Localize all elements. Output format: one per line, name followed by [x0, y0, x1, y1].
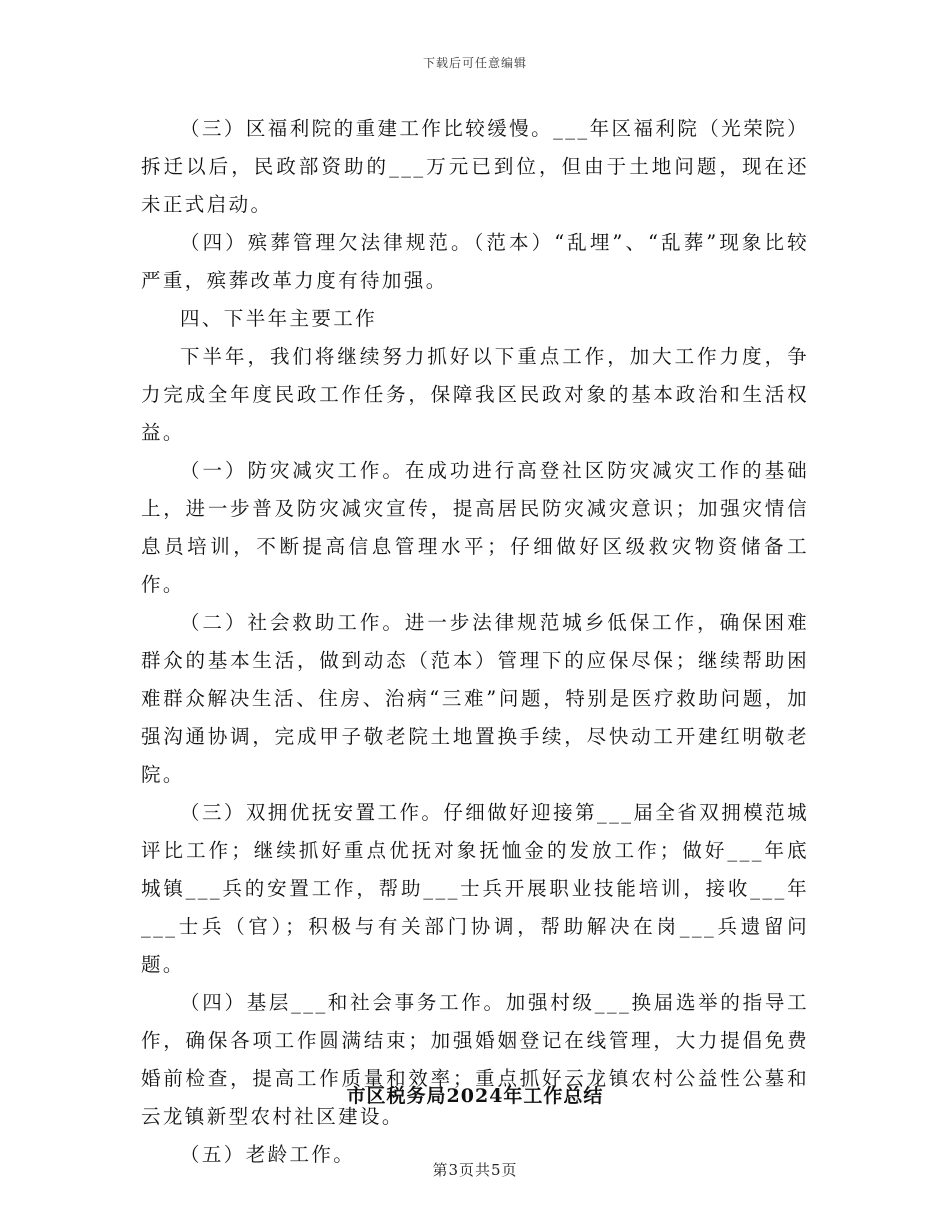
document-title: 市区税务局2024年工作总结 [346, 1085, 604, 1107]
paragraph-funeral-management: （四）殡葬管理欠法律规范。（范本）“乱埋”、“乱葬”现象比较严重，殡葬改革力度有待加强。 [141, 231, 809, 292]
paragraph-social-assistance: （二）社会救助工作。进一步法律规范城乡低保工作，确保困难群众的基本生活，做到动态（范本）管理下的应保尽保；继续帮助困难群众解决生活、住房、治病“三难”问题，特别是医疗救助问题，加强沟通协调，完成甲子敬老院土地置换手续，尽快动工开建红明敬老院。 [141, 611, 809, 786]
paragraph-second-half-intro: 下半年，我们将继续努力抓好以下重点工作，加大工作力度，争力完成全年度民政工作任务，保障我区民政对象的基本政治和生活权益。 [141, 345, 809, 444]
paragraph-military-support: （三）双拥优抚安置工作。仔细做好迎接第___届全省双拥模范城评比工作；继续抓好重点优抚对象抚恤金的发放工作；做好___年底城镇___兵的安置工作，帮助___士兵开展职业技能培训，接收___年___士兵（官）；积极与有关部门协调，帮助解决在岗___兵遗留问题。 [141, 801, 809, 976]
paragraph-disaster-reduction: （一）防灾减灾工作。在成功进行高登社区防灾减灾工作的基础上，进一步普及防灾减灾宣传，提高居民防灾减灾意识；加强灾情信息员培训，不断提高信息管理水平；仔细做好区级救灾物资储备工作。 [141, 459, 809, 596]
page-number: 第3页共5页 [432, 1161, 518, 1179]
paragraph-elderly-work: （五）老龄工作。 [180, 1143, 356, 1166]
section-heading-second-half-work: 四、下半年主要工作 [180, 307, 378, 330]
header-note: 下载后可任意编辑 [422, 56, 527, 70]
paragraph-welfare-home: （三）区福利院的重建工作比较缓慢。___年区福利院（光荣院）拆迁以后，民政部资助的___万元已到位，但由于土地问题，现在还未正式启动。 [141, 117, 809, 216]
document-body [141, 110, 809, 1174]
paragraph-grassroots-affairs: （四）基层___和社会事务工作。加强村级___换届选举的指导工作，确保各项工作圆满结束；加强婚姻登记在线管理，大力提倡免费婚前检查，提高工作质量和效率；重点抓好云龙镇农村公益性公墓和云龙镇新型农村社区建设。 [141, 991, 809, 1128]
